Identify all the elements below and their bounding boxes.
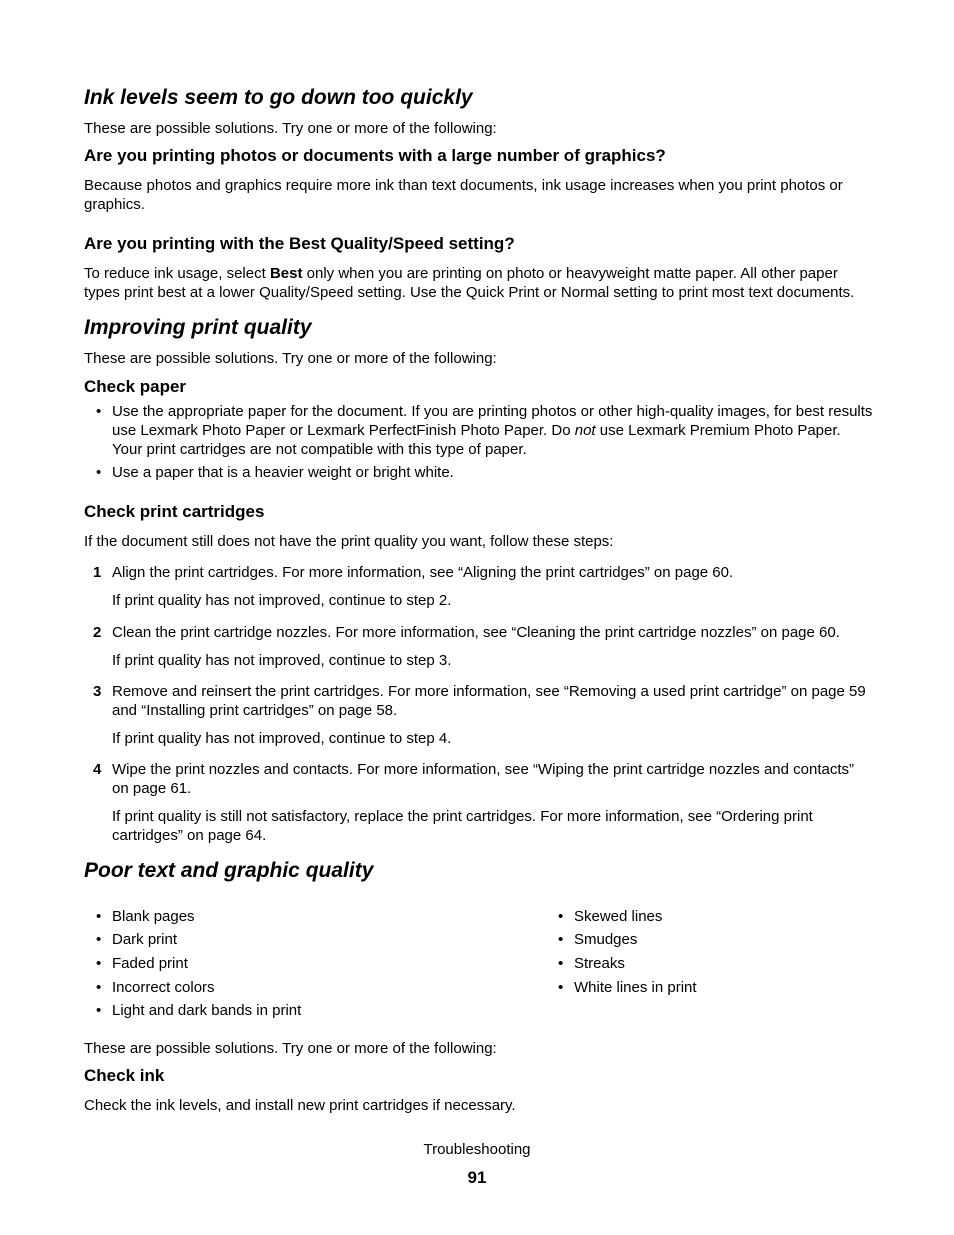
bullet-icon: • — [558, 955, 564, 972]
step-text: Remove and reinsert the print cartridges. For more information, see “Removing a used print cartridge” on page 59 and “Installing print cartridges” on page 58. — [112, 683, 866, 719]
step-note: If print quality has not improved, continue to step 3. — [112, 652, 452, 669]
section-intro: These are possible solutions. Try one or more of the following: — [84, 1040, 497, 1057]
paragraph-check-ink: Check the ink levels, and install new print cartridges if necessary. — [84, 1097, 516, 1114]
subheading-best-quality: Are you printing with the Best Quality/Speed setting? — [84, 234, 515, 253]
subheading-photos-graphics: Are you printing photos or documents with a large number of graphics? — [84, 146, 666, 165]
section-intro: These are possible solutions. Try one or more of the following: — [84, 350, 497, 367]
best-setting-label: Best — [269, 265, 303, 282]
footer-section-label: Troubleshooting — [423, 1141, 531, 1158]
subheading-check-cartridges: Check print cartridges — [84, 502, 265, 521]
step-number: 2 — [93, 624, 102, 641]
bullet-icon: • — [96, 403, 102, 420]
section-title-print-quality: Improving print quality — [84, 316, 312, 339]
section-title-poor-quality: Poor text and graphic quality — [84, 859, 374, 882]
bullet-icon: • — [558, 931, 564, 948]
subheading-check-ink: Check ink — [84, 1066, 165, 1085]
step-note: If print quality has not improved, continue to step 2. — [112, 592, 452, 609]
paragraph-best-quality: To reduce ink usage, select Best only when you are printing on photo or heavyweight matte paper. All other paper types print best at a lower Quality/Speed setting. Use the Quick Print or Normal setting to print most text documents. — [84, 265, 855, 301]
step-text: Align the print cartridges. For more information, see “Aligning the print cartridges” on page 60. — [112, 564, 734, 581]
cartridges-intro: If the document still does not have the print quality you want, follow these steps: — [84, 533, 614, 550]
step-number: 1 — [93, 564, 102, 581]
bullet-icon: • — [96, 908, 102, 925]
bullet-icon: • — [558, 908, 564, 925]
bullet-icon: • — [96, 931, 102, 948]
bullet-icon: • — [558, 979, 564, 996]
document-page: Ink levels seem to go down too quickly These are possible solutions. Try one or more of the following: Are you printing photos or documents with a large number of graphics? Because photos and graphics require more ink than text documents, ink usage increases when you print photos or graphics. Are you printing with the Best Quality/Speed setting? To reduce ink usage, select Best only when you are printing on photo or heavyweight matte paper. All other paper types print best at a lower Quality/Speed setting. Use the Quick Print or Normal setting to print most text documents. Improving print quality These are possible solutions. Try one or more of the following: Check paper • Use the appropriate paper for the document. If you are printing photos or other high-quality images, for best results use Lexmark Photo Paper or Lexmark PerfectFinish Photo Paper. Do not use Lexmark Premium Photo Paper. Your print cartridges are not compatible with this type of paper. • Use a paper that is a heavier weight or bright white. Check print cartridges If the document still does not have the print quality you want, follow these steps: 1 Align the print cartridges. For more information, see “Aligning the print cartridges” on page 60. If print quality has not improved, continue to step 2. 2 Clean the print cartridge nozzles. For more information, see “Cleaning the print cartridge nozzles” on page 60. If print quality has not improved, continue to step 3. 3 Remove and reinsert the print cartridges. For more information, see “Removing a used print cartridge” on page 59 and “Installing print cartridges” on page 58. If print quality has not improved, continue to step 4. 4 Wipe the print nozzles and contacts. For more information, see “Wiping the print cartridge nozzles and contacts” on page 61. If print quality is still not satisfactory, replace the print cartridges. For more information, see “Ordering print cartridges” on page 64. Poor text and graphic quality • Blank pages • Dark print • Faded print • Incorrect colors • Light and dark bands in print • Skewed lines • Smudges • Streaks • White lines in print These are possible solutions. Try one or more of the following: Check ink Check the ink levels, and install new print cartridges if necessary. Troubleshooting 91 — [0, 0, 954, 1235]
step-text: Clean the print cartridge nozzles. For more information, see “Cleaning the print cartridge nozzles” on page 60. — [112, 624, 840, 641]
paragraph-photos-graphics: Because photos and graphics require more ink than text documents, ink usage increases when you print photos or graphics. — [84, 177, 843, 213]
step-number: 4 — [93, 761, 102, 778]
section-title-ink-levels: Ink levels seem to go down too quickly — [84, 86, 473, 109]
step-note: If print quality is still not satisfactory, replace the print cartridges. For more information, see “Ordering print cartridges” on page 64. — [112, 808, 813, 844]
bullet-icon: • — [96, 979, 102, 996]
step-note: If print quality has not improved, continue to step 4. — [112, 730, 452, 747]
page-number: 91 — [467, 1168, 487, 1187]
step-text: Wipe the print nozzles and contacts. For more information, see “Wiping the print cartridge nozzles and contacts” on page 61. — [112, 761, 855, 797]
step-number: 3 — [93, 683, 102, 700]
bullet-icon: • — [96, 955, 102, 972]
subheading-check-paper: Check paper — [84, 377, 187, 396]
bullet-icon: • — [96, 1002, 102, 1019]
bullet-icon: • — [96, 464, 102, 481]
section-intro: These are possible solutions. Try one or more of the following: — [84, 120, 497, 137]
